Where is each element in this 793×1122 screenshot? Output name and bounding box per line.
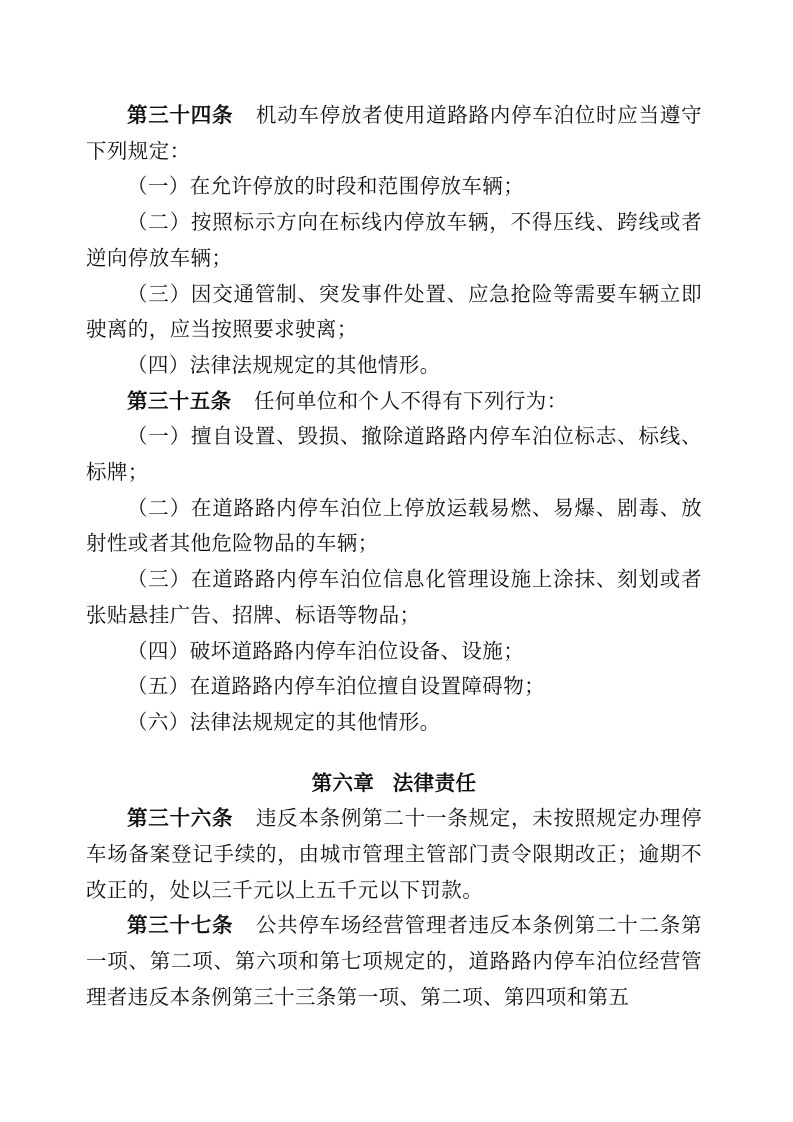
article-35-item-3: （三）在道路路内停车泊位信息化管理设施上涂抹、刻划或者张贴悬挂广告、招牌、标语等物品； xyxy=(86,567,702,627)
article-35-item-6: （六）法律法规规定的其他情形。 xyxy=(127,709,441,734)
chapter-heading xyxy=(86,766,702,802)
article-34-item-2: （二）按照标示方向在标线内停放车辆，不得压线、跨线或者逆向停放车辆； xyxy=(86,210,702,270)
article-36-label: 第三十六条 xyxy=(127,806,234,831)
article-35-item-4: （四）破坏道路路内停车泊位设备、设施； xyxy=(127,638,525,663)
article-34-item-4: （四）法律法规规定的其他情形。 xyxy=(127,352,441,377)
article-37-label: 第三十七条 xyxy=(127,913,234,938)
article-34-item-1: （一）在允许停放的时段和范围停放车辆； xyxy=(127,174,525,199)
document-body xyxy=(86,98,702,1016)
article-34-text: 机动车停放者使用道路路内停车泊位时应当遵守下列规定： xyxy=(86,103,702,163)
article-34-label: 第三十四条 xyxy=(127,103,234,127)
article-37-paragraph xyxy=(86,908,702,1015)
article-35-paragraph xyxy=(86,384,702,420)
article-35-item-5: （五）在道路路内停车泊位擅自设置障碍物； xyxy=(127,674,545,699)
chapter-number: 第六章 xyxy=(311,770,375,795)
article-37-text: 公共停车场经营管理者违反本条例第二十二条第一项、第二项、第六项和第七项规定的，道路路内停车泊位经营管理者违反本条例第三十三条第一项、第二项、第四项和第五 xyxy=(86,913,702,1009)
article-34-paragraph xyxy=(86,98,702,169)
article-35-item-1: （一）擅自设置、毁损、撤除道路路内停车泊位标志、标线、标牌； xyxy=(86,424,702,485)
article-34-item-3: （三）因交通管制、突发事件处置、应急抢险等需要车辆立即驶离的，应当按照要求驶离； xyxy=(86,281,702,342)
article-36-text: 违反本条例第二十一条规定，未按照规定办理停车场备案登记手续的，由城市管理主管部门责令限期改正；逾期不改正的，处以三千元以上五千元以下罚款。 xyxy=(86,806,702,902)
article-35-text: 任何单位和个人不得有下列行为： xyxy=(254,388,568,413)
article-35-label: 第三十五条 xyxy=(127,388,232,413)
article-35-item-2: （二）在道路路内停车泊位上停放运载易燃、易爆、剧毒、放射性或者其他危险物品的车辆； xyxy=(86,495,702,556)
article-36-paragraph xyxy=(86,801,702,908)
chapter-title: 法律责任 xyxy=(392,770,477,795)
